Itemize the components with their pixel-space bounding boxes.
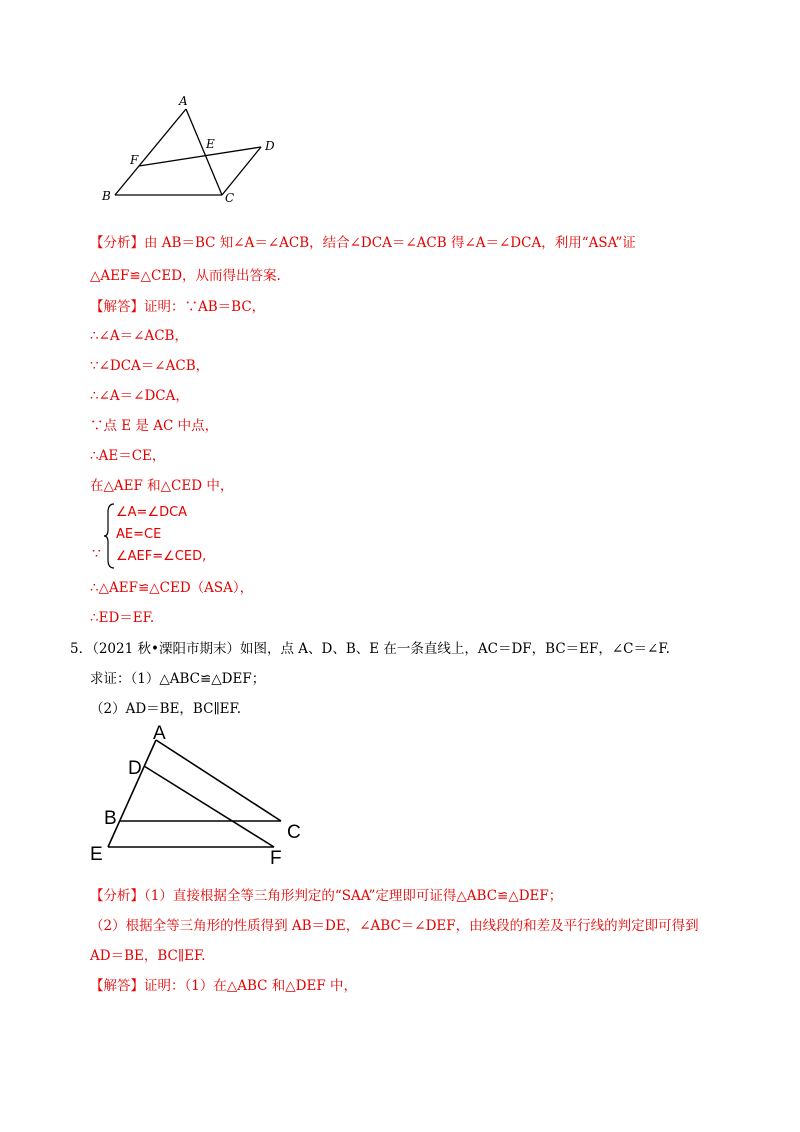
solution-1-step: ∴∠A＝∠DCA， — [90, 388, 189, 404]
solution-1-heading: 【解答】证明：∵AB＝BC， — [90, 299, 266, 315]
solution-1-conclusion: ∴ED＝EF. — [90, 610, 155, 626]
system-row: ∠AEF=∠CED, — [116, 549, 207, 564]
label-d: D — [128, 758, 142, 779]
analysis-2-line-3: AD＝BE，BC∥EF. — [90, 948, 206, 964]
segment-ba — [115, 109, 186, 195]
segment-fd — [139, 147, 261, 166]
label-b: B — [102, 189, 111, 203]
label-c: C — [225, 191, 235, 205]
system-row: AE=CE — [116, 527, 162, 542]
label-e: E — [90, 844, 103, 865]
system-rows — [116, 502, 206, 568]
problem-5-part-1: 求证：（1）△ABC≌△DEF； — [90, 671, 266, 687]
analysis-1-line-1: 【分析】由 AB＝BC 知∠A＝∠ACB，结合∠DCA＝∠ACB 得∠A＝∠DCA，利用“ASA”证 — [90, 235, 636, 251]
label-c: C — [287, 822, 301, 843]
equation-system — [90, 502, 250, 572]
solution-1-step: ∵点 E 是 AC 中点， — [90, 418, 219, 434]
segment-ac — [186, 109, 222, 195]
solution-1-step: ∵∠DCA＝∠ACB， — [90, 358, 210, 374]
problem-5-part-2: （2）AD＝BE，BC∥EF. — [90, 701, 242, 717]
figure-2-triangle-diagram — [84, 722, 324, 867]
segment-ae — [108, 740, 156, 847]
label-d: D — [265, 139, 275, 153]
label-f: F — [130, 153, 139, 167]
segment-ac — [156, 740, 281, 821]
analysis-2-line-2: （2）根据全等三角形的性质得到 AB＝DE，∠ABC＝∠DEF，由线段的和差及平行线的判定即可得到 — [90, 918, 699, 934]
solution-1-step: 在△AEF 和△CED 中， — [90, 478, 234, 494]
problem-5-statement: 5．（2021 秋•溧阳市期末）如图，点 A、D、B、E 在一条直线上，AC＝DF，BC＝EF，∠C＝∠F. — [70, 641, 670, 657]
left-brace-icon — [102, 502, 116, 570]
label-a: A — [153, 723, 166, 744]
solution-1-step: ∴∠A＝∠ACB， — [90, 328, 188, 344]
label-f: F — [270, 848, 282, 867]
analysis-1-line-2: △AEF≌△CED，从而得出答案. — [90, 268, 281, 284]
solution-1-conclusion: ∴△AEF≌△CED（ASA）， — [90, 580, 254, 596]
because-symbol: ∵ — [92, 546, 101, 562]
analysis-2-line-1: 【分析】（1）直接根据全等三角形判定的“SAA”定理即可证得△ABC≌△DEF； — [90, 888, 563, 904]
label-b: B — [104, 808, 117, 829]
figure-1-triangle-diagram — [95, 92, 295, 212]
segment-df — [144, 766, 274, 847]
system-row: ∠A=∠DCA — [116, 505, 188, 520]
label-a: A — [179, 94, 188, 108]
solution-2-heading: 【解答】证明：（1）在△ABC 和△DEF 中， — [90, 978, 357, 994]
segment-cd — [222, 147, 261, 195]
solution-1-step: ∴AE＝CE， — [90, 448, 166, 464]
label-e: E — [206, 137, 215, 151]
